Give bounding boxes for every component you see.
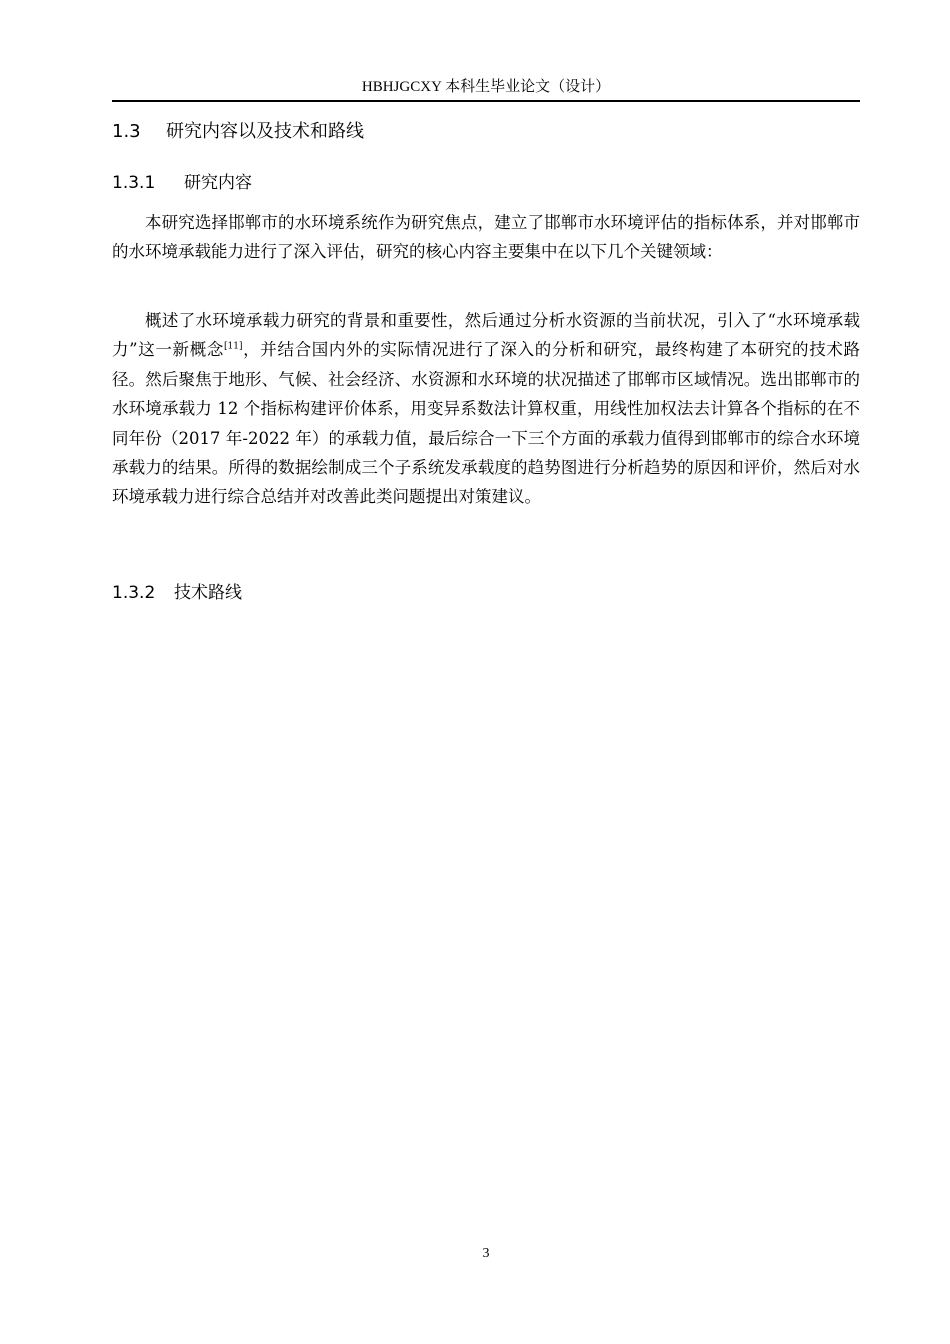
section-number: 1.3	[112, 121, 141, 142]
paragraph-overview	[112, 306, 860, 512]
paragraph-text: ，并结合国内外的实际情况进行了深入的分析和研究，最终构建了本研究的技术路径。然后聚焦于地形、气候、社会经济、水资源和水环境的状况描述了邯郸市区域情况。选出邯郸市的水环境承载力 12 个指标构建评价体系，用变异系数法计算权重，用线性加权法去计算各个指标的在不同年份（2017 年-2022 年）的承载力值，最后综合一下三个方面的承载力值得到邯郸市的综合水环境承载力的结果。所得的数据绘制成三个子系统发承载度的趋势图进行分析趋势的原因和评价，然后对水环境承载力进行综合总结并对改善此类问题提出对策建议。	[112, 340, 861, 507]
paragraph-intro: 本研究选择邯郸市的水环境系统作为研究焦点，建立了邯郸市水环境评估的指标体系，并对邯郸市的水环境承载能力进行了深入评估，研究的核心内容主要集中在以下几个关键领域：	[112, 213, 860, 262]
paragraph-text: 概述了水环境承载力研究的背景和重要性，然后通过分析水资源的当前状况，引入了“水环境承载力”这一新概念	[112, 311, 860, 360]
subsection-heading-research-content	[112, 169, 252, 197]
section-title: 研究内容以及技术和路线	[166, 121, 364, 142]
page-number: 3	[482, 1246, 490, 1261]
subsection-title: 技术路线	[174, 583, 242, 603]
subsection-title: 研究内容	[184, 173, 252, 193]
subsection-heading-technical-route	[112, 579, 242, 607]
section-heading	[112, 118, 364, 146]
citation-reference: [11]	[224, 341, 243, 352]
subsection-number: 1.3.2	[112, 583, 156, 603]
header-rule	[112, 100, 860, 102]
subsection-number: 1.3.1	[112, 173, 156, 193]
running-header: HBHJGCXY 本科生毕业论文（设计）	[361, 79, 611, 95]
